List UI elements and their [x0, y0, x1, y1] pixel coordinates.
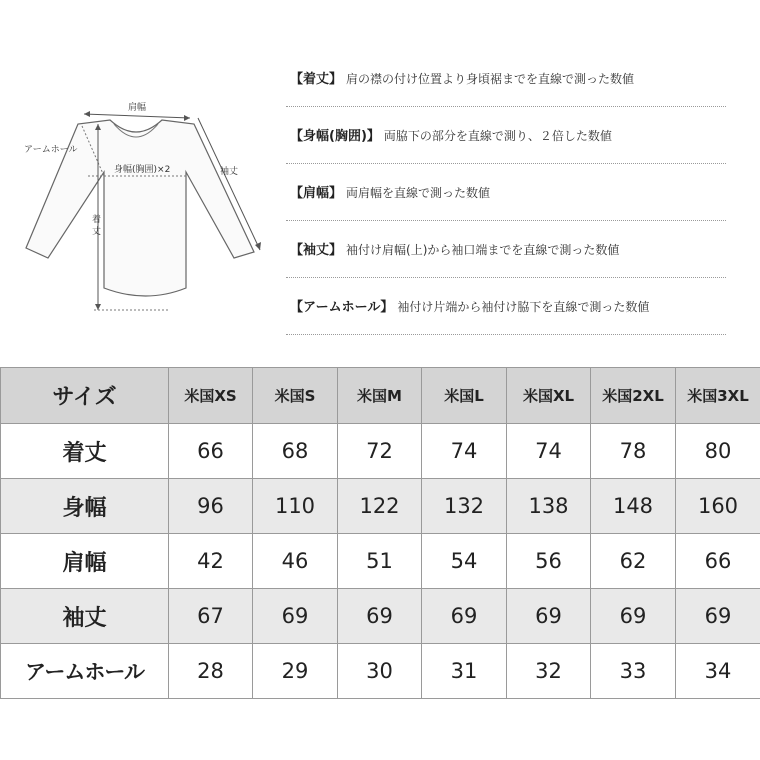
body-width-label: 身幅(胸囲)×2 — [114, 165, 171, 175]
definition-desc: 肩の襟の付け位置より身頃裾までを直線で測った数値 — [346, 72, 635, 86]
table-cell: 56 — [507, 534, 591, 589]
table-header-row — [1, 368, 760, 424]
column-header: 米国XL — [507, 368, 591, 424]
table-row — [1, 424, 760, 479]
table-cell: 66 — [169, 424, 253, 479]
table-cell: 34 — [676, 644, 760, 699]
table-row — [1, 479, 760, 534]
table-cell: 96 — [169, 479, 253, 534]
row-label: 着丈 — [1, 424, 169, 479]
table-cell: 67 — [169, 589, 253, 644]
table-cell: 69 — [422, 589, 507, 644]
table-cell: 46 — [253, 534, 338, 589]
definition-term: 【アームホール】 — [290, 300, 394, 315]
table-row — [1, 534, 760, 589]
length-label-bottom: 丈 — [92, 227, 102, 237]
table-cell: 54 — [422, 534, 507, 589]
table-cell: 69 — [591, 589, 676, 644]
table-cell: 32 — [507, 644, 591, 699]
table-cell: 29 — [253, 644, 338, 699]
definition-desc: 両脇下の部分を直線で測り、２倍した数値 — [383, 129, 612, 143]
measurement-definitions — [286, 50, 726, 335]
column-header: 米国2XL — [591, 368, 676, 424]
row-label: アームホール — [1, 644, 169, 699]
column-header: 米国3XL — [676, 368, 760, 424]
table-cell: 69 — [507, 589, 591, 644]
table-row — [1, 589, 760, 644]
definition-term: 【身幅(胸囲)】 — [290, 129, 380, 144]
definition-term: 【着丈】 — [290, 72, 343, 87]
definition-item — [286, 107, 726, 164]
table-cell: 51 — [338, 534, 422, 589]
definition-desc: 両肩幅を直線で測った数値 — [346, 186, 491, 200]
size-table — [0, 367, 760, 699]
shoulder-label: 肩幅 — [128, 103, 147, 113]
table-cell: 74 — [422, 424, 507, 479]
table-cell: 31 — [422, 644, 507, 699]
length-label-top: 着 — [92, 215, 102, 225]
table-cell: 74 — [507, 424, 591, 479]
table-cell: 28 — [169, 644, 253, 699]
table-cell: 78 — [591, 424, 676, 479]
column-header: 米国L — [422, 368, 507, 424]
table-cell: 69 — [338, 589, 422, 644]
definition-item — [286, 50, 726, 107]
table-cell: 122 — [338, 479, 422, 534]
table-cell: 69 — [253, 589, 338, 644]
row-label: 身幅 — [1, 479, 169, 534]
size-header: サイズ — [1, 368, 169, 424]
row-label: 肩幅 — [1, 534, 169, 589]
definition-item — [286, 221, 726, 278]
column-header: 米国M — [338, 368, 422, 424]
row-label: 袖丈 — [1, 589, 169, 644]
table-cell: 132 — [422, 479, 507, 534]
table-cell: 148 — [591, 479, 676, 534]
table-cell: 30 — [338, 644, 422, 699]
column-header: 米国XS — [169, 368, 253, 424]
table-cell: 66 — [676, 534, 760, 589]
definition-desc: 袖付け肩幅(上)から袖口端までを直線で測った数値 — [346, 243, 620, 257]
shoulder-arrow — [84, 114, 190, 118]
table-cell: 138 — [507, 479, 591, 534]
armhole-label: アームホール — [24, 145, 78, 155]
table-cell: 68 — [253, 424, 338, 479]
column-header: 米国S — [253, 368, 338, 424]
definition-item — [286, 164, 726, 221]
table-cell: 110 — [253, 479, 338, 534]
definition-term: 【袖丈】 — [290, 243, 343, 258]
definition-item — [286, 278, 726, 335]
table-cell: 69 — [676, 589, 760, 644]
table-cell: 62 — [591, 534, 676, 589]
table-cell: 72 — [338, 424, 422, 479]
sleeve-label: 袖丈 — [220, 167, 239, 177]
garment-diagram — [18, 92, 268, 332]
table-cell: 42 — [169, 534, 253, 589]
table-cell: 160 — [676, 479, 760, 534]
table-cell: 33 — [591, 644, 676, 699]
definition-term: 【肩幅】 — [290, 186, 343, 201]
table-row — [1, 644, 760, 699]
definition-desc: 袖付け片端から袖付け脇下を直線で測った数値 — [397, 300, 650, 314]
table-cell: 80 — [676, 424, 760, 479]
